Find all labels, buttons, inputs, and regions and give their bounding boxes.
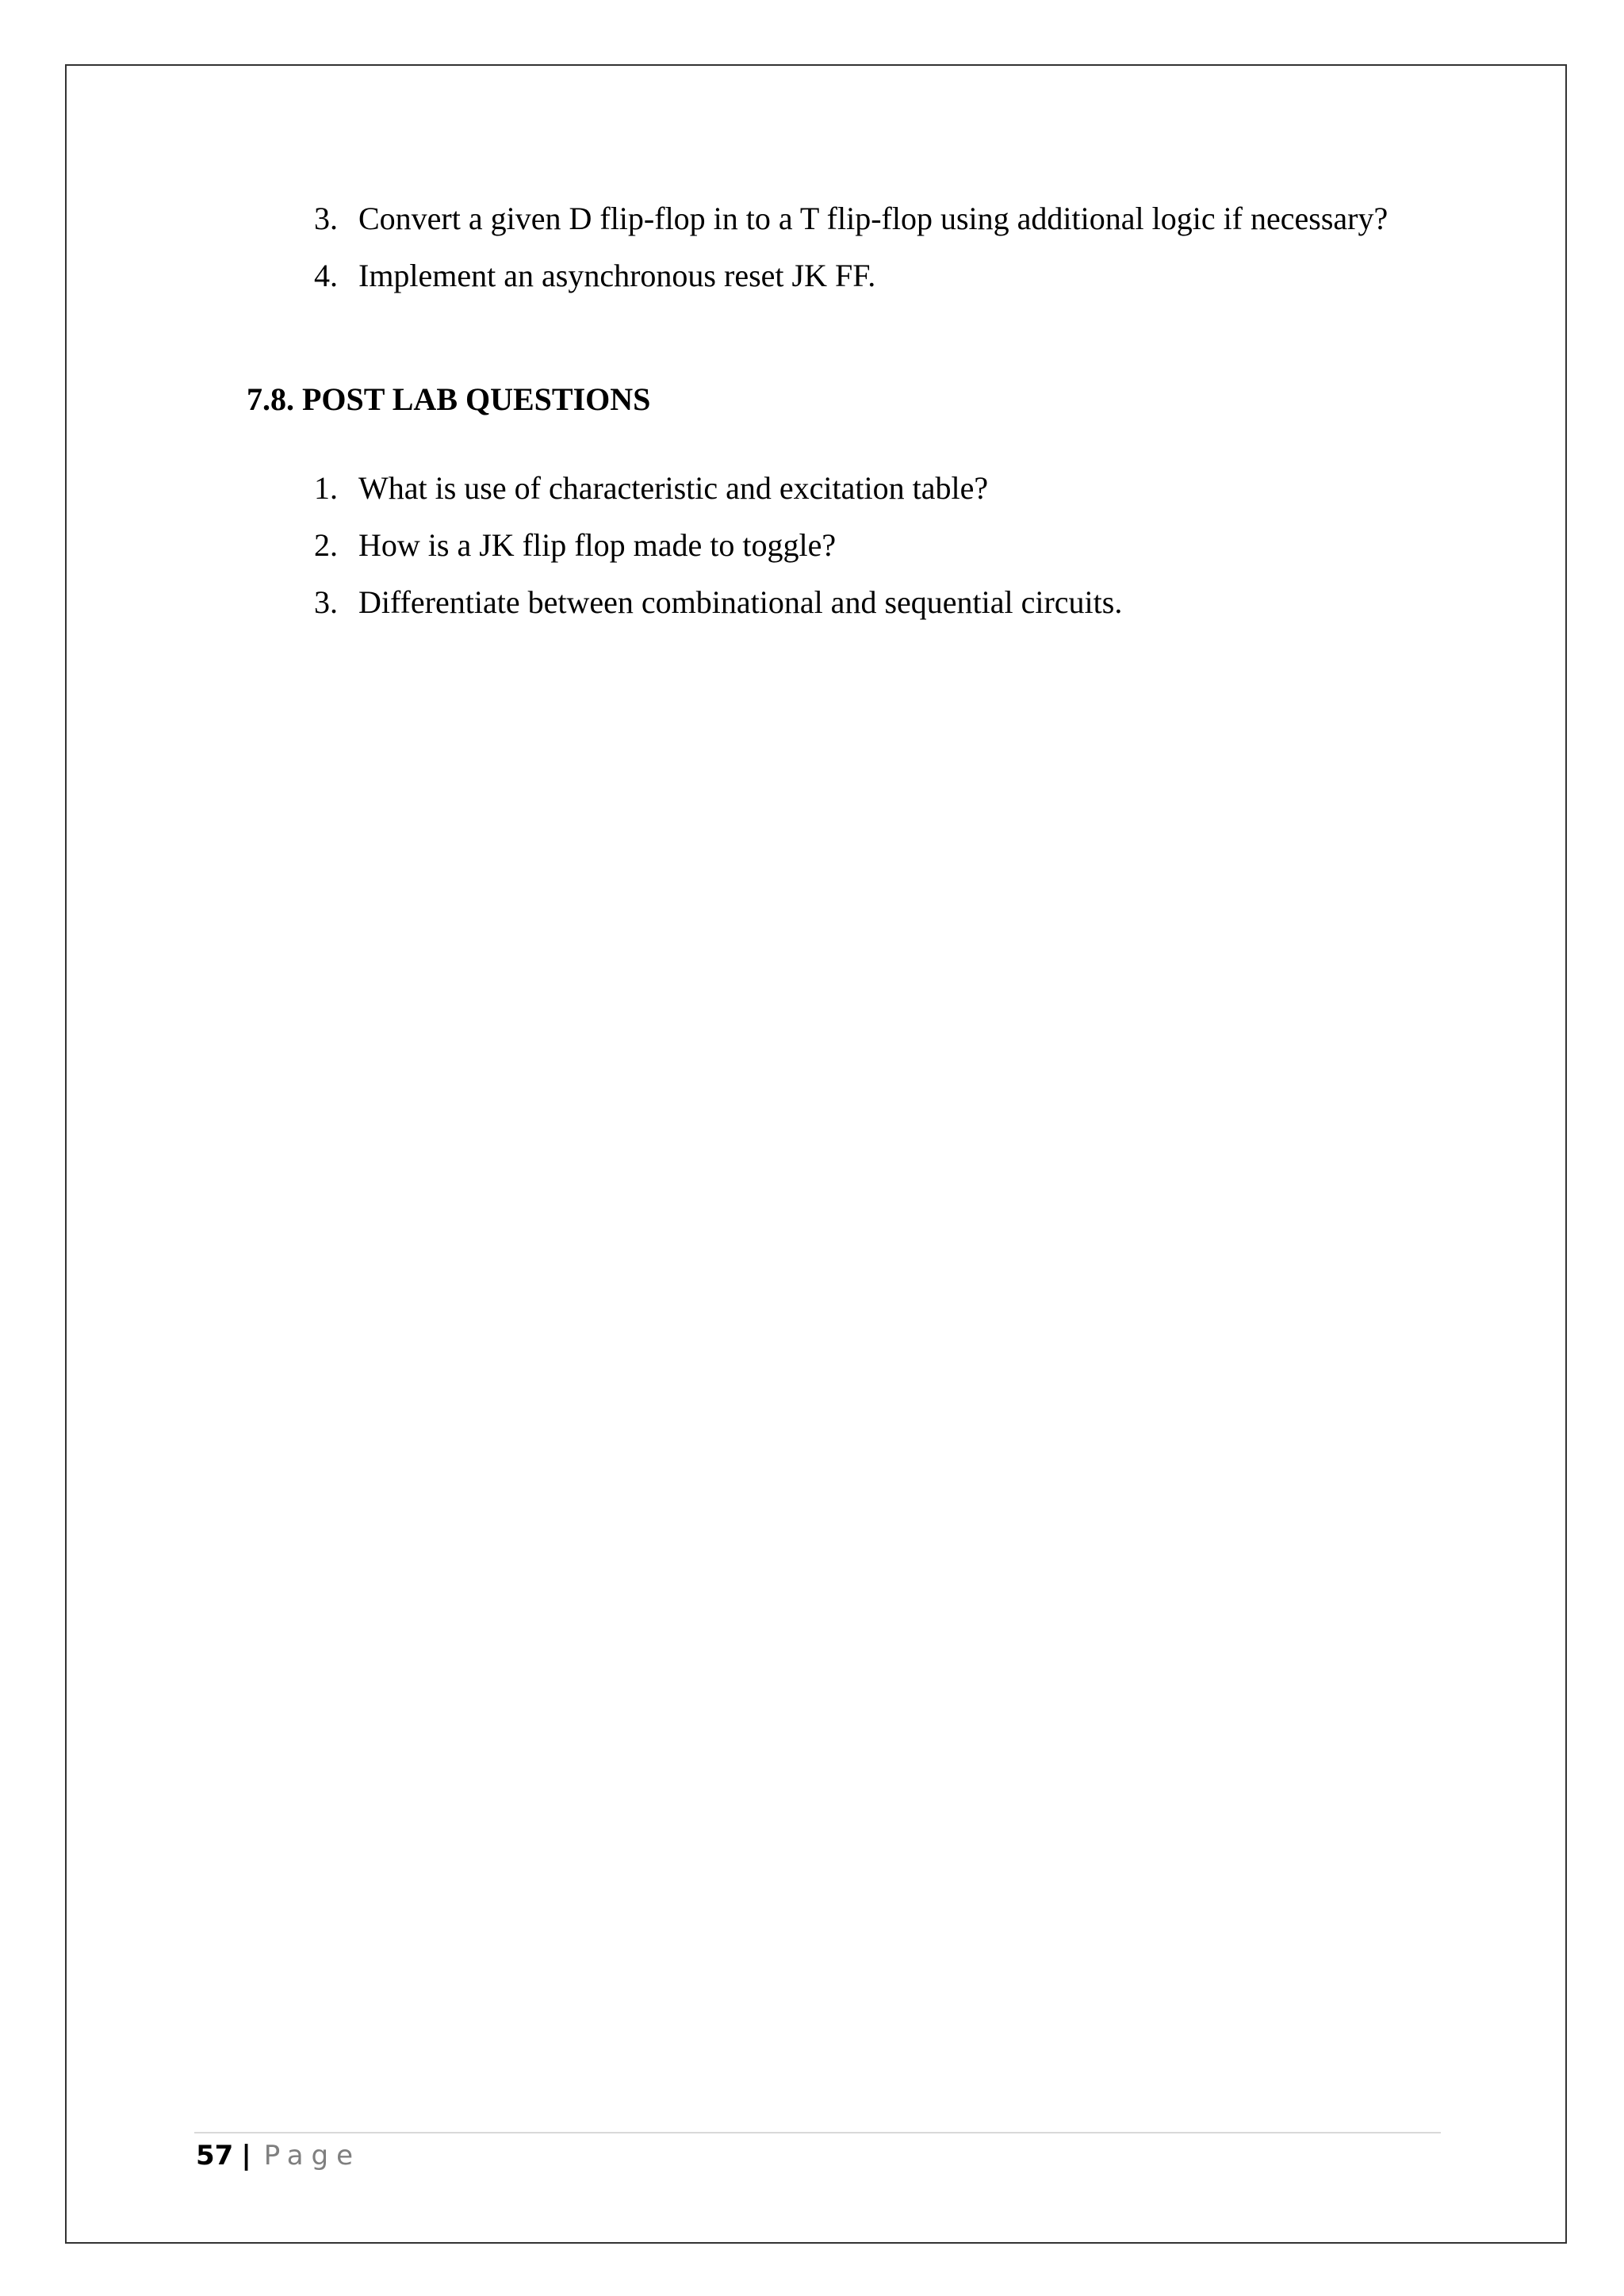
page-footer (196, 2139, 361, 2172)
item-text: How is a JK flip flop made to toggle? (358, 527, 837, 563)
item-text: Convert a given D flip-flop in to a T flip-flop using additional logic if necessary? (358, 201, 1388, 236)
item-number: 4. (314, 258, 338, 293)
section-heading: 7.8. POST LAB QUESTIONS (247, 381, 651, 417)
item-number: 3. (314, 201, 338, 236)
item-text: What is use of characteristic and excitation table? (358, 470, 989, 506)
page-number: 57 (196, 2140, 234, 2172)
item-number: 1. (314, 470, 338, 506)
item-number: 2. (314, 527, 338, 563)
item-number: 3. (314, 584, 338, 620)
page-separator: | (241, 2140, 251, 2172)
page-label: Page (263, 2140, 362, 2172)
item-text: Implement an asynchronous reset JK FF. (358, 258, 876, 293)
item-text: Differentiate between combinational and sequential circuits. (358, 584, 1123, 620)
footer-divider (194, 2132, 1441, 2133)
